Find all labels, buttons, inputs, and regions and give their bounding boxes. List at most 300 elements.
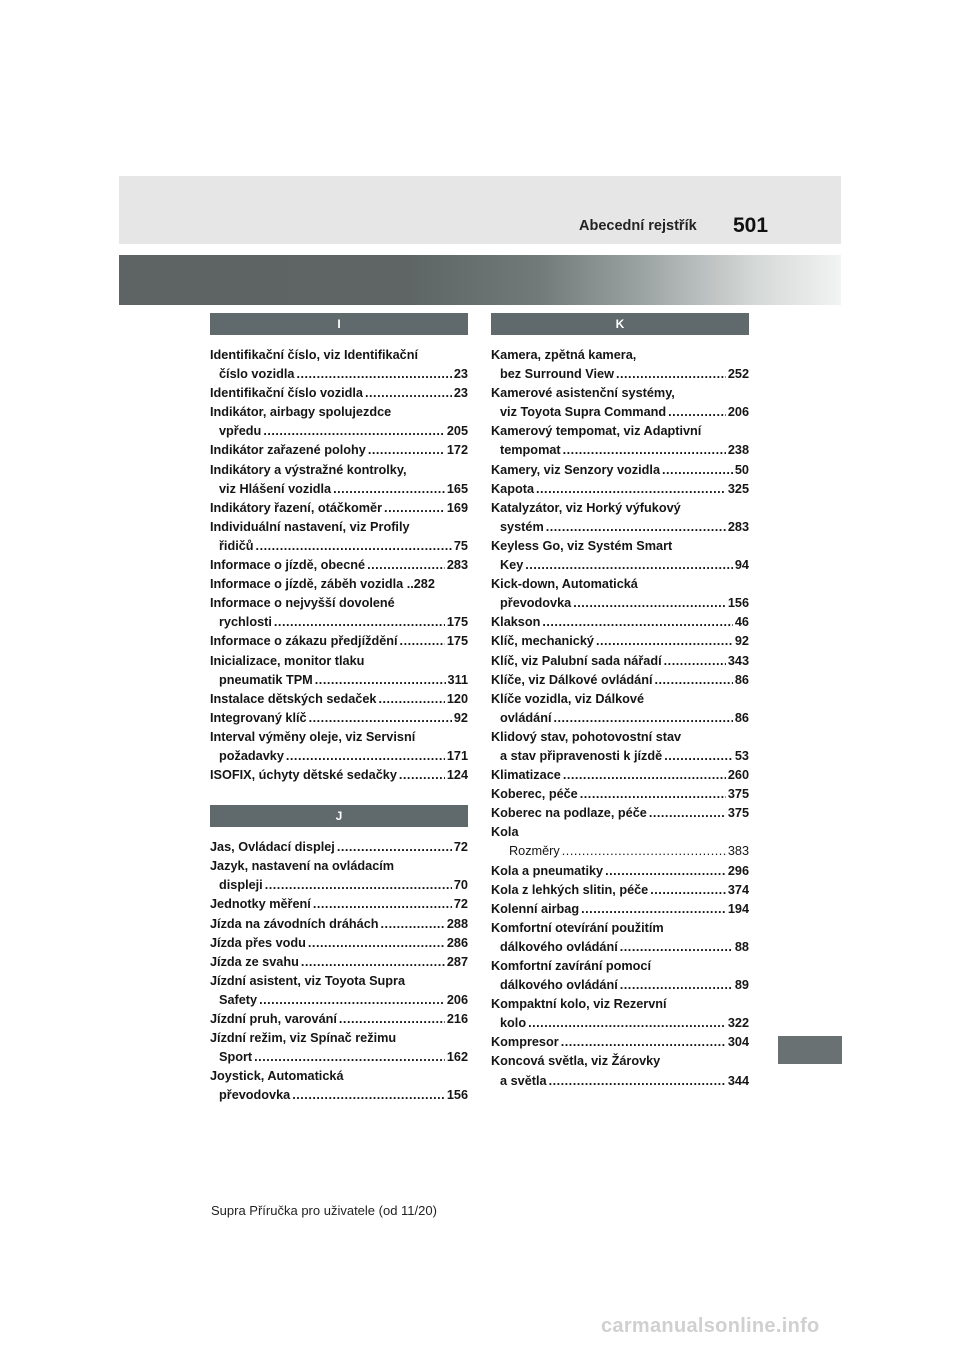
index-entry: [491, 346, 749, 384]
index-term: Joystick, Automatická: [210, 1069, 344, 1084]
index-line: [491, 728, 749, 747]
page-reference: 325: [727, 481, 749, 496]
index-line: [210, 876, 468, 895]
index-entry: [210, 1029, 468, 1067]
index-entry: [491, 900, 749, 919]
dot-leader: [620, 976, 733, 995]
index-entry: [491, 881, 749, 900]
dot-leader: [563, 441, 726, 460]
dot-leader: [286, 747, 445, 766]
dot-leader: [581, 900, 726, 919]
index-line: [210, 499, 468, 518]
page-reference: 375: [727, 787, 749, 802]
index-line: [210, 594, 468, 613]
index-term: Klíče vozidla, viz Dálkové: [491, 691, 645, 706]
page-reference: 194: [727, 901, 749, 916]
index-term: Kamerový tempomat, viz Adaptivní: [491, 424, 702, 439]
page-reference: 216: [446, 1012, 468, 1026]
index-term: Koberec, péče: [491, 787, 578, 802]
index-entry: [210, 915, 468, 934]
index-line: [210, 1067, 468, 1086]
dot-leader: [536, 480, 726, 499]
index-term: Jízda na závodních dráhách: [210, 916, 379, 931]
page-reference: 311: [447, 672, 468, 687]
index-line: [210, 403, 468, 422]
index-line: [491, 556, 749, 575]
index-list: [491, 343, 749, 1091]
index-term: Kamerové asistenční systémy,: [491, 386, 675, 401]
dot-leader: [378, 690, 444, 709]
page-reference: 260: [727, 768, 749, 783]
index-line: [491, 652, 749, 671]
page-reference: 72: [453, 840, 468, 855]
index-line: [210, 365, 468, 384]
index-line: [210, 537, 468, 556]
index-term: Informace o jízdě, záběh vozidla ..282: [210, 577, 435, 592]
index-line: [210, 953, 468, 972]
index-term: převodovka: [500, 596, 572, 611]
index-term: Jízdní asistent, viz Toyota Supra: [210, 973, 406, 988]
index-entry: [491, 632, 749, 651]
dot-leader: [553, 709, 732, 728]
index-term: Komfortní zavírání pomocí: [491, 959, 652, 973]
index-line: [491, 480, 749, 499]
index-term: Klidový stav, pohotovostní stav: [491, 729, 682, 744]
dot-leader: [256, 537, 452, 556]
page-reference: 88: [734, 939, 749, 954]
index-term: Jazyk, nastavení na ovládacím: [210, 859, 395, 874]
dot-leader: [562, 842, 726, 861]
page-reference: 94: [734, 558, 749, 573]
index-entry: [491, 461, 749, 480]
index-term: převodovka: [219, 1088, 291, 1103]
index-line: [491, 346, 749, 365]
index-entry: [210, 895, 468, 914]
page-reference: 171: [446, 748, 468, 763]
dot-leader: [573, 594, 726, 613]
dot-leader: [616, 365, 726, 384]
index-line: [491, 862, 749, 881]
index-line: [210, 728, 468, 747]
index-entry: [491, 823, 749, 861]
index-term: Jízdní pruh, varování: [210, 1012, 337, 1026]
page-reference: 23: [453, 367, 468, 382]
index-line: [491, 957, 749, 976]
section-header-i: I: [210, 313, 468, 335]
index-entry: [491, 919, 749, 957]
dot-leader: [337, 838, 452, 857]
index-list: [210, 343, 468, 785]
dot-leader: [561, 1033, 726, 1052]
index-term: Kola: [491, 825, 519, 840]
index-line: [491, 1052, 749, 1071]
index-line: [210, 857, 468, 876]
index-term: Kola z lehkých slitin, péče: [491, 882, 649, 897]
dot-leader: [365, 384, 452, 403]
page-reference: 165: [446, 481, 468, 496]
page-reference: 322: [727, 1016, 749, 1031]
index-entry: [210, 384, 468, 403]
index-entry: [491, 422, 749, 460]
index-term: Klakson: [491, 615, 541, 630]
index-line: [491, 747, 749, 766]
page-reference: 238: [727, 443, 749, 458]
index-line: [210, 441, 468, 460]
index-line: [491, 594, 749, 613]
index-entry: [210, 652, 468, 690]
index-term: Informace o nejvyšší dovolené: [210, 596, 395, 611]
page-reference: 175: [446, 634, 468, 649]
page-reference: 383: [727, 844, 749, 859]
dot-leader: [563, 766, 726, 785]
index-entry: [210, 1067, 468, 1105]
dot-leader: [668, 403, 726, 422]
dot-leader: [259, 991, 445, 1010]
index-term: Katalyzátor, viz Horký výfukový: [491, 500, 681, 515]
index-entry: [491, 862, 749, 881]
page-number: 501: [733, 214, 769, 237]
index-line: [491, 613, 749, 632]
index-entry: [491, 384, 749, 422]
index-term: Kolenní airbag: [491, 901, 580, 916]
page-reference: 288: [446, 916, 468, 931]
dot-leader: [274, 613, 445, 632]
page-reference: 205: [446, 424, 468, 439]
index-line: [210, 895, 468, 914]
page-reference: 92: [453, 710, 468, 725]
page-reference: 296: [727, 863, 749, 878]
index-term: Informace o jízdě, obecné: [210, 558, 366, 573]
index-line: [491, 804, 749, 823]
index-term: Indikátory a výstražné kontrolky,: [210, 462, 407, 477]
index-term: řidičů: [219, 538, 254, 553]
dot-leader: [649, 804, 726, 823]
index-term: rychlosti: [219, 615, 272, 630]
index-entry: [491, 804, 749, 823]
index-entry: [210, 690, 468, 709]
dot-leader: [333, 480, 445, 499]
index-term: a světla: [500, 1073, 547, 1088]
index-line: [491, 900, 749, 919]
index-entry: [210, 838, 468, 857]
page-reference: 283: [446, 558, 468, 573]
index-term: Koberec na podlaze, péče: [491, 806, 647, 821]
index-line: [210, 422, 468, 441]
index-term: Jízda ze svahu: [210, 954, 299, 969]
page-reference: 92: [734, 634, 749, 649]
index-line: [210, 632, 468, 651]
page-reference: 287: [446, 954, 468, 969]
index-entry: [491, 480, 749, 499]
page-reference: 304: [727, 1035, 749, 1050]
index-line: [210, 747, 468, 766]
index-line: [491, 499, 749, 518]
index-list: [210, 835, 468, 1105]
index-line: [210, 766, 468, 785]
index-line: [210, 613, 468, 632]
index-line: [491, 842, 749, 861]
page-reference: 70: [453, 878, 468, 893]
index-line: [210, 652, 468, 671]
page-reference: 169: [446, 500, 468, 515]
dot-leader: [546, 518, 726, 537]
index-entry: [210, 518, 468, 556]
index-entry: [491, 499, 749, 537]
index-term: Jas, Ovládací displej: [210, 840, 335, 855]
index-line: [491, 1072, 749, 1091]
index-term: Kompresor: [491, 1035, 559, 1050]
index-term: tempomat: [500, 443, 561, 458]
dot-leader: [662, 461, 733, 480]
dot-leader: [315, 671, 446, 690]
dot-leader: [525, 556, 733, 575]
index-term: systém: [500, 519, 544, 534]
dot-leader: [549, 1072, 726, 1091]
index-term: Kick-down, Automatická: [491, 577, 638, 592]
dot-leader: [265, 876, 452, 895]
page-reference: 286: [446, 935, 468, 950]
watermark: carmanualsonline.info: [601, 1315, 820, 1337]
index-line: [210, 934, 468, 953]
index-term: ISOFIX, úchyty dětské sedačky: [210, 768, 397, 783]
page-reference: 124: [446, 768, 468, 783]
index-entry: [491, 690, 749, 728]
dot-leader: [654, 671, 732, 690]
index-line: [210, 915, 468, 934]
index-entry: [210, 766, 468, 785]
page-reference: 23: [453, 386, 468, 401]
index-line: [210, 575, 468, 594]
index-entry: [210, 403, 468, 441]
index-entry: [210, 575, 468, 594]
index-line: [210, 671, 468, 690]
index-entry: [491, 995, 749, 1033]
index-term: viz Toyota Supra Command: [500, 405, 667, 420]
index-line: [491, 938, 749, 957]
index-entry: [210, 556, 468, 575]
dot-leader: [596, 632, 733, 651]
index-term: dálkového ovládání: [500, 978, 618, 993]
index-line: [210, 991, 468, 1010]
index-entry: [210, 857, 468, 895]
index-term: pneumatik TPM: [219, 672, 313, 687]
index-entry: [210, 632, 468, 651]
index-term: Kapota: [491, 481, 534, 496]
index-line: [210, 690, 468, 709]
index-term: Key: [500, 558, 524, 573]
index-term: Individuální nastavení, viz Profily: [210, 519, 410, 534]
index-line: [491, 403, 749, 422]
index-column-left: [210, 313, 468, 1105]
index-term: Instalace dětských sedaček: [210, 691, 377, 706]
index-term: vpředu: [219, 424, 262, 439]
page-reference: 89: [734, 978, 749, 993]
index-line: [491, 384, 749, 403]
index-term: Jednotky měření: [210, 897, 311, 912]
dot-leader: [368, 441, 445, 460]
page-reference: 75: [453, 538, 468, 553]
index-entry: [491, 728, 749, 766]
page-reference: 120: [446, 691, 468, 706]
index-column-right: [491, 313, 749, 1091]
dot-leader: [384, 499, 445, 518]
index-line: [210, 461, 468, 480]
index-term: displeji: [219, 878, 263, 893]
index-entry: [210, 953, 468, 972]
chapter-tab: [778, 1036, 842, 1064]
index-line: [491, 575, 749, 594]
index-entry: [210, 461, 468, 499]
index-entry: [491, 1052, 749, 1090]
index-term: Jízda přes vodu: [210, 935, 306, 950]
dot-leader: [400, 632, 445, 651]
index-term: a stav připravenosti k jízdě: [500, 748, 663, 763]
page-reference: 374: [727, 882, 749, 897]
index-entry: [210, 499, 468, 518]
index-line: [210, 1048, 468, 1067]
index-term: Inicializace, monitor tlaku: [210, 653, 365, 668]
index-entry: [210, 972, 468, 1010]
index-term: Identifikační číslo vozidla: [210, 386, 363, 401]
index-line: [491, 441, 749, 460]
index-entry: [491, 1033, 749, 1052]
index-line: [491, 995, 749, 1014]
index-entry: [491, 957, 749, 995]
page-reference: 53: [734, 748, 749, 763]
index-line: [491, 823, 749, 842]
dot-leader: [620, 938, 733, 957]
dot-leader: [296, 365, 451, 384]
page-reference: 46: [734, 615, 749, 630]
index-term: požadavky: [219, 748, 284, 763]
index-term: Klíče, viz Dálkové ovládání: [491, 672, 653, 687]
index-line: [210, 1029, 468, 1048]
index-term: Klimatizace: [491, 768, 561, 783]
index-term: ovládání: [500, 710, 552, 725]
page-reference: 156: [446, 1088, 468, 1103]
index-term: Jízdní režim, viz Spínač režimu: [210, 1031, 397, 1046]
index-term: bez Surround View: [500, 367, 614, 382]
index-term: Safety: [219, 992, 258, 1007]
page-reference: 175: [446, 615, 468, 630]
index-term: Rozměry: [509, 844, 560, 859]
dot-leader: [292, 1086, 445, 1105]
index-term: viz Hlášení vozidla: [219, 481, 332, 496]
index-line: [491, 422, 749, 441]
index-line: [210, 518, 468, 537]
dot-leader: [664, 747, 733, 766]
index-term: Informace o zákazu předjíždění: [210, 634, 398, 649]
page-reference: 156: [727, 596, 749, 611]
index-line: [491, 632, 749, 651]
page-reference: 50: [734, 462, 749, 477]
page-reference: 206: [446, 992, 468, 1007]
footer-text: Supra Příručka pro uživatele (od 11/20): [211, 1203, 437, 1218]
dot-leader: [254, 1048, 445, 1067]
index-entry: [210, 594, 468, 632]
section-header-j: J: [210, 805, 468, 827]
index-entry: [210, 709, 468, 728]
index-line: [210, 709, 468, 728]
index-entry: [491, 785, 749, 804]
index-line: [491, 537, 749, 556]
page-reference: 375: [727, 806, 749, 821]
index-term: dálkového ovládání: [500, 939, 618, 954]
index-term: Komfortní otevírání použitím: [491, 920, 664, 935]
index-line: [210, 556, 468, 575]
index-line: [491, 785, 749, 804]
dot-leader: [528, 1014, 726, 1033]
section-title: Abecední rejstřík: [579, 218, 697, 234]
page-reference: 86: [734, 710, 749, 725]
index-term: Indikátor zařazené polohy: [210, 443, 366, 458]
index-term: Klíč, viz Palubní sada nářadí: [491, 653, 662, 668]
index-term: Indikátor, airbagy spolujezdce: [210, 405, 392, 420]
dot-leader: [580, 785, 726, 804]
page-reference: 252: [727, 367, 749, 382]
index-line: [210, 1086, 468, 1105]
index-line: [210, 346, 468, 365]
index-term: Sport: [219, 1050, 253, 1065]
index-line: [491, 709, 749, 728]
page-reference: 86: [734, 672, 749, 687]
index-line: [210, 838, 468, 857]
index-entry: [491, 652, 749, 671]
index-entry: [491, 671, 749, 690]
index-term: číslo vozidla: [219, 367, 295, 382]
page-reference: 344: [727, 1073, 749, 1088]
index-entry: [210, 1010, 468, 1029]
index-line: [210, 1010, 468, 1029]
index-entry: [210, 441, 468, 460]
dot-leader: [664, 652, 726, 671]
index-line: [491, 518, 749, 537]
index-term: Koncová světla, viz Žárovky: [491, 1054, 661, 1069]
index-term: Kamera, zpětná kamera,: [491, 348, 637, 362]
page-reference: 72: [453, 897, 468, 912]
dot-leader: [308, 934, 445, 953]
index-term: Klíč, mechanický: [491, 634, 594, 649]
index-term: Keyless Go, viz Systém Smart: [491, 538, 673, 553]
index-entry: [491, 537, 749, 575]
page-reference: 172: [446, 443, 468, 458]
dot-leader: [399, 766, 445, 785]
dot-leader: [542, 613, 733, 632]
index-term: Interval výměny oleje, viz Servisní: [210, 729, 416, 744]
index-entry: [491, 613, 749, 632]
index-entry: [491, 575, 749, 613]
index-entry: [210, 346, 468, 384]
dot-leader: [605, 862, 726, 881]
index-line: [491, 690, 749, 709]
dot-leader: [263, 422, 445, 441]
index-line: [491, 671, 749, 690]
dot-leader: [367, 556, 445, 575]
index-line: [210, 480, 468, 499]
index-term: Indikátory řazení, otáčkoměr: [210, 500, 383, 515]
index-line: [491, 365, 749, 384]
index-line: [491, 1033, 749, 1052]
page-reference: 283: [727, 519, 749, 534]
index-term: Kompaktní kolo, viz Rezervní: [491, 997, 667, 1012]
index-line: [491, 461, 749, 480]
index-term: Kamery, viz Senzory vozidla: [491, 462, 660, 477]
page-reference: 206: [727, 405, 749, 420]
index-line: [210, 972, 468, 991]
section-header-k: K: [491, 313, 749, 335]
index-term: Kola a pneumatiky: [491, 863, 604, 878]
index-line: [491, 919, 749, 938]
